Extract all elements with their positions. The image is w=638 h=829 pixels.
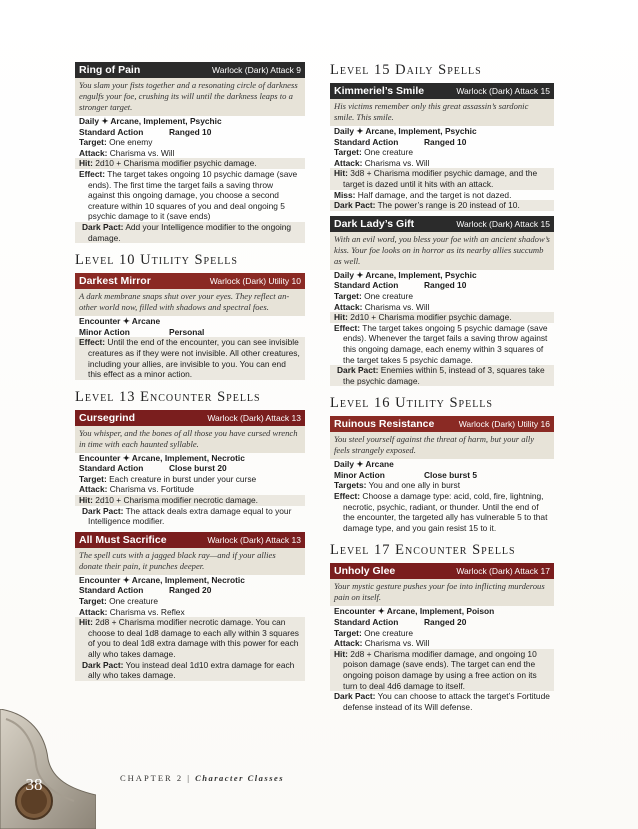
action-range: Standard Action Ranged 10 [334, 136, 467, 147]
power-header [330, 216, 554, 232]
power-cursegrind [75, 410, 305, 527]
power-all-must-sacrifice [75, 532, 305, 681]
power-name: Darkest Mirror [79, 275, 151, 288]
target-line: Target: One creature [334, 290, 413, 301]
keywords: Encounter ✦ Arcane, Implement, Necrotic [79, 452, 245, 463]
flavor-text: You slam your fists together and a resonating circle of darkness engulfs your foe, crushing its will until the darkness leaps to a stronger target. [75, 78, 305, 116]
section-title-level-17: Level 17 Encounter Spells [330, 542, 516, 559]
flavor-text: You whisper, and the bones of all those you have cursed wrench in time with each haunted syllable. [75, 426, 305, 453]
power-header [330, 563, 554, 579]
effect-line: Effect: Choose a damage type: acid, cold, fire, lightning, necrotic, psychic, radiant, or thunder. Until the end of the encounter, the targeted ally has vulnerable 5 to that damage type, and you gain resist 15 to it. [334, 491, 548, 533]
hit-line: Hit: 2d10 + Charisma modifier necrotic damage. [75, 495, 305, 506]
page-number: 38 [25, 775, 43, 794]
attack-line: Attack: Charisma vs. Fortitude [79, 484, 194, 495]
flavor-text: Your mystic gesture pushes your foe into inflicting murderous pain on itself. [330, 579, 554, 606]
power-type: Warlock (Dark) Attack 17 [456, 566, 550, 577]
dark-pact-line: Dark Pact: The power’s range is 20 instead of 10. [330, 200, 554, 211]
power-name: Ring of Pain [79, 64, 141, 76]
effect-line: Effect: Until the end of the encounter, you can see invisible creatures as if they were not invisible. All other creatures, including your allies, are invisible to you. You can end this effect as a minor action. [75, 337, 305, 379]
power-unholy-glee [330, 563, 554, 712]
effect-line: Effect: The target takes ongoing 10 psychic damage (save ends). The first time the target fails a saving throw against this ongoing damage, you choose a second creature within 10 squares of you and deal ongoing 5 psychic damage to it (save ends) [79, 168, 298, 222]
miss-line: Miss: Half damage, and the target is not dazed. [334, 189, 512, 200]
target-line: Target: One creature [334, 627, 413, 638]
power-type: Warlock (Dark) Attack 13 [207, 534, 301, 545]
dark-pact-line: Dark Pact: You instead deal 1d10 extra damage for each ally who takes damage. [75, 660, 305, 681]
flavor-text: A dark membrane snaps shut over your eyes. They reflect an-other world now, filled with shadows and spectral foes. [75, 289, 305, 316]
power-type: Warlock (Dark) Attack 13 [207, 412, 301, 423]
hit-line: Hit: 2d10 + Charisma modifier psychic damage. [330, 312, 554, 323]
action-range: Minor Action Close burst 5 [334, 469, 478, 480]
action-range: Standard Action Close burst 20 [79, 463, 227, 474]
power-name: Cursegrind [79, 411, 136, 424]
power-darkest-mirror [75, 273, 305, 380]
action-range: Standard Action Ranged 10 [334, 280, 467, 291]
section-title-level-10: Level 10 Utility Spells [75, 252, 238, 269]
attack-line: Attack: Charisma vs. Reflex [79, 606, 185, 617]
effect-line: Effect: The target takes ongoing 5 psychic damage (save ends). Whenever the target fails a saving throw against this ongoing damage, each enemy within 3 squares of the target takes 5 psychic damage. [334, 322, 548, 365]
attack-line: Attack: Charisma vs. Will [79, 147, 175, 158]
power-type: Warlock (Dark) Utility 16 [458, 419, 550, 430]
action-range: Standard Action Ranged 20 [334, 617, 467, 628]
power-ring-of-pain [75, 62, 305, 243]
power-ruinous-resistance [330, 416, 554, 533]
power-dark-ladys-gift [330, 216, 554, 387]
flavor-text: You steel yourself against the threat of harm, but your ally feels strangely exposed. [330, 432, 554, 459]
hit-line: Hit: 2d10 + Charisma modifier psychic damage. [75, 158, 305, 169]
power-header [75, 273, 305, 289]
power-header [330, 416, 554, 432]
hit-line: Hit: 2d8 + Charisma modifier damage, and ongoing 10 poison damage (save ends). The target can end the ongoing poison damage by using a free action on its turn to deal 4d6 damage to itself. [330, 649, 554, 691]
power-type: Warlock (Dark) Attack 9 [212, 65, 301, 75]
keywords: Encounter ✦ Arcane, Implement, Poison [334, 606, 495, 617]
flavor-text: The spell cuts with a jagged black ray—and if your allies donate their pain, it punches deeper. [75, 548, 305, 575]
footer-chapter: CHAPTER 2 | Character Classes [120, 773, 285, 783]
action-range: Standard Action Ranged 10 [79, 126, 212, 137]
keywords: Daily ✦ Arcane [334, 459, 394, 470]
power-header [75, 410, 305, 426]
dark-pact-line: Dark Pact: You can choose to attack the target’s Fortitude defense instead of its Will defense. [334, 691, 550, 712]
section-title-level-13: Level 13 Encounter Spells [75, 388, 261, 405]
hit-line: Hit: 2d8 + Charisma modifier necrotic damage. You can choose to deal 1d8 damage to each ally within 3 squares of you to deal 1d8 extra damage with this power for each ally who takes damage. [75, 617, 305, 659]
power-name: Kimmeriel’s Smile [334, 85, 425, 97]
target-line: Target: One enemy [79, 137, 153, 148]
power-type: Warlock (Dark) Attack 15 [456, 86, 550, 96]
flavor-text: His victims remember only this great assassin’s sardonic smile. This smile. [330, 99, 554, 126]
attack-line: Attack: Charisma vs. Will [334, 301, 430, 312]
target-line: Target: Each creature in burst under your curse [79, 473, 257, 484]
action-range: Minor Action Personal [79, 326, 205, 337]
dark-pact-line: Dark Pact: Add your Intelligence modifier to the ongoing damage. [75, 222, 305, 243]
target-line: Target: One creature [334, 147, 413, 158]
section-title-level-15: Level 15 Daily Spells [330, 62, 482, 78]
power-header [75, 532, 305, 548]
keywords: Encounter ✦ Arcane [79, 316, 161, 327]
dark-pact-line: Dark Pact: Enemies within 5, instead of 3, squares take the psychic damage. [330, 365, 554, 386]
power-header [330, 83, 554, 99]
keywords: Daily ✦ Arcane, Implement, Psychic [334, 269, 477, 280]
hit-line: Hit: 3d8 + Charisma modifier psychic damage, and the target is dazed until it hits with an attack. [330, 168, 554, 189]
power-type: Warlock (Dark) Utility 10 [209, 276, 301, 287]
action-range: Standard Action Ranged 20 [79, 585, 212, 596]
page-corner-ornament-icon [0, 709, 96, 829]
power-name: Dark Lady’s Gift [334, 217, 415, 230]
power-kimmeriels-smile [330, 83, 554, 211]
power-header [75, 62, 305, 78]
flavor-text: With an evil word, you bless your foe with an ancient shadow’s kiss. Your foe looks on in horror as its nearby allies succumb as well. [330, 232, 554, 270]
attack-line: Attack: Charisma vs. Will [334, 638, 430, 649]
attack-line: Attack: Charisma vs. Will [334, 157, 430, 168]
section-title-level-16: Level 16 Utility Spells [330, 395, 493, 412]
target-line: Target: One creature [79, 596, 158, 607]
keywords: Daily ✦ Arcane, Implement, Psychic [334, 126, 477, 136]
right-column [330, 62, 554, 717]
power-type: Warlock (Dark) Attack 15 [456, 218, 550, 229]
keywords: Encounter ✦ Arcane, Implement, Necrotic [79, 574, 245, 585]
target-line: Targets: You and one ally in burst [334, 480, 461, 491]
left-column [75, 62, 305, 686]
power-name: All Must Sacrifice [79, 533, 167, 546]
dark-pact-line: Dark Pact: The attack deals extra damage equal to your Intelligence modifier. [82, 505, 292, 527]
power-name: Unholy Glee [334, 565, 396, 578]
power-name: Ruinous Resistance [334, 418, 435, 431]
keywords: Daily ✦ Arcane, Implement, Psychic [79, 116, 222, 126]
